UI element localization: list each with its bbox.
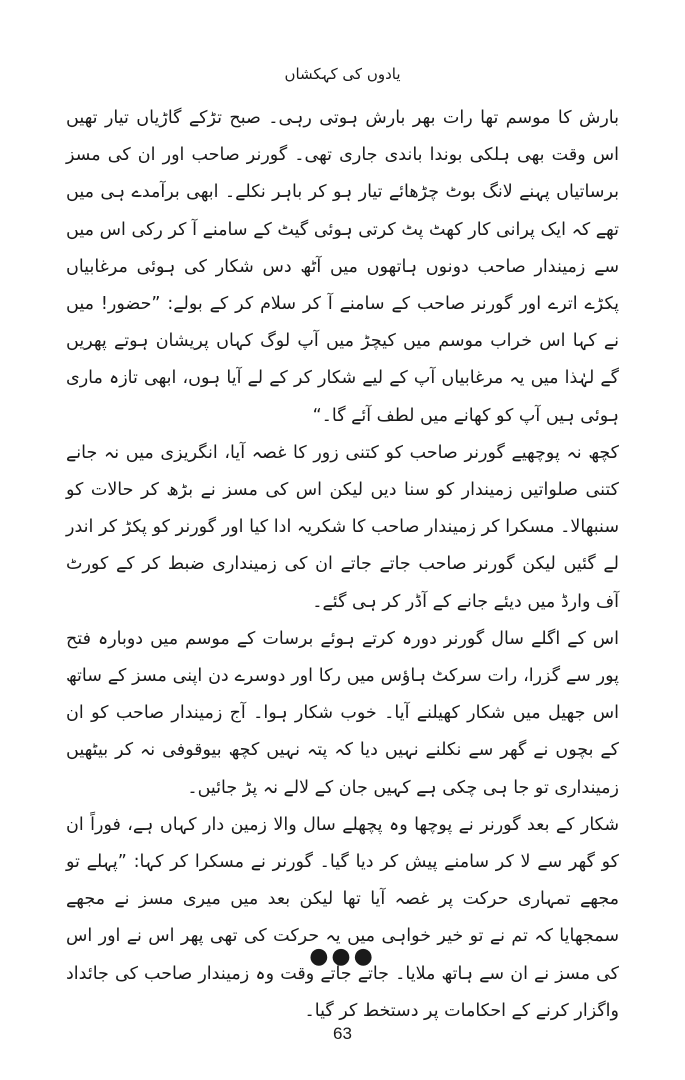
paragraph-2: کچھ نہ پوچھیے گورنر صاحب کو کتنی زور کا غصہ آیا، انگریزی میں نہ جانے کتنی صلواتیں زمیندار کو سنا دیں لیکن اس کی مسز نے بڑھ کر حالات کو سنبھالا۔ مسکرا کر زمیندار صاحب کا شکریہ ادا کیا اور گورنر کو پکڑ کر اندر لے گئیں لیکن گورنر صاحب جاتے جاتے ان کی زمینداری ضبط کر کے کورٹ آف وارڈ میں دیئے جانے کے آڈر کر ہی گئے۔	[66, 442, 619, 612]
body-text	[66, 100, 619, 1030]
section-separator: ●●●	[309, 944, 376, 969]
page-number: 63	[333, 1024, 352, 1043]
paragraph-3: اس کے اگلے سال گورنر دورہ کرتے ہوئے برسات کے موسم میں دوبارہ فتح پور سے گزرا، رات سرکٹ ہاؤس میں رکا اور دوسرے دن اپنی مسز کے ساتھ اس جھیل میں شکار کھیلنے آیا۔ خوب شکار ہوا۔ آج زمیندار صاحب کو ان کے بچوں نے گھر سے نکلنے نہیں دیا کہ پتہ نہیں کچھ بیوقوفی نہ کر بیٹھیں زمینداری تو جا ہی چکی ہے کہیں جان کے لالے نہ پڑ جائیں۔	[66, 628, 619, 798]
paragraph-4: شکار کے بعد گورنر نے پوچھا وہ پچھلے سال والا زمین دار کہاں ہے، فوراً ان کو گھر سے لا کر سامنے پیش کر دیا گیا۔ گورنر نے مسکرا کر کہا: ”پہلے تو مجھے تمہاری حرکت پر غصہ آیا تھا لیکن بعد میں میری مسز نے مجھے سمجھایا کہ تم نے تو خیر خواہی میں یہ حرکت کی تھی پھر اس نے اور اس کی مسز نے ان سے ہاتھ ملایا۔ جاتے جاتے وقت وہ زمیندار صاحب کی جائداد واگزار کرنے کے احکامات پر دستخط کر گیا۔	[66, 814, 619, 1021]
paragraph-1: بارش کا موسم تھا رات بھر بارش ہوتی رہی۔ صبح تڑکے گاڑیاں تیار تھیں اس وقت بھی ہلکی بوندا باندی جاری تھی۔ گورنر صاحب اور ان کی مسز برساتیاں پہنے لانگ بوٹ چڑھائے تیار ہو کر باہر نکلے۔ ابھی برآمدے ہی میں تھے کہ ایک پرانی کار کھٹ پٹ کرتی ہوئی گیٹ کے سامنے آ کر رکی اس میں سے زمیندار صاحب دونوں ہاتھوں میں آٹھ دس شکار کی ہوئی مرغابیاں پکڑے اترے اور گورنر صاحب کے سامنے آ کر سلام کر کے بولے: ”حضور! میں نے کہا اس خراب موسم میں کیچڑ میں آپ لوگ کہاں پریشان ہوتے پھریں گے لہٰذا میں یہ مرغابیاں آپ کے لیے شکار کر کے لے آیا ہوں، ابھی تازہ ماری ہوئی ہیں آپ کو کھانے میں لطف آئے گا۔“	[66, 108, 619, 426]
running-header: یادوں کی کہکشاں	[284, 65, 401, 83]
